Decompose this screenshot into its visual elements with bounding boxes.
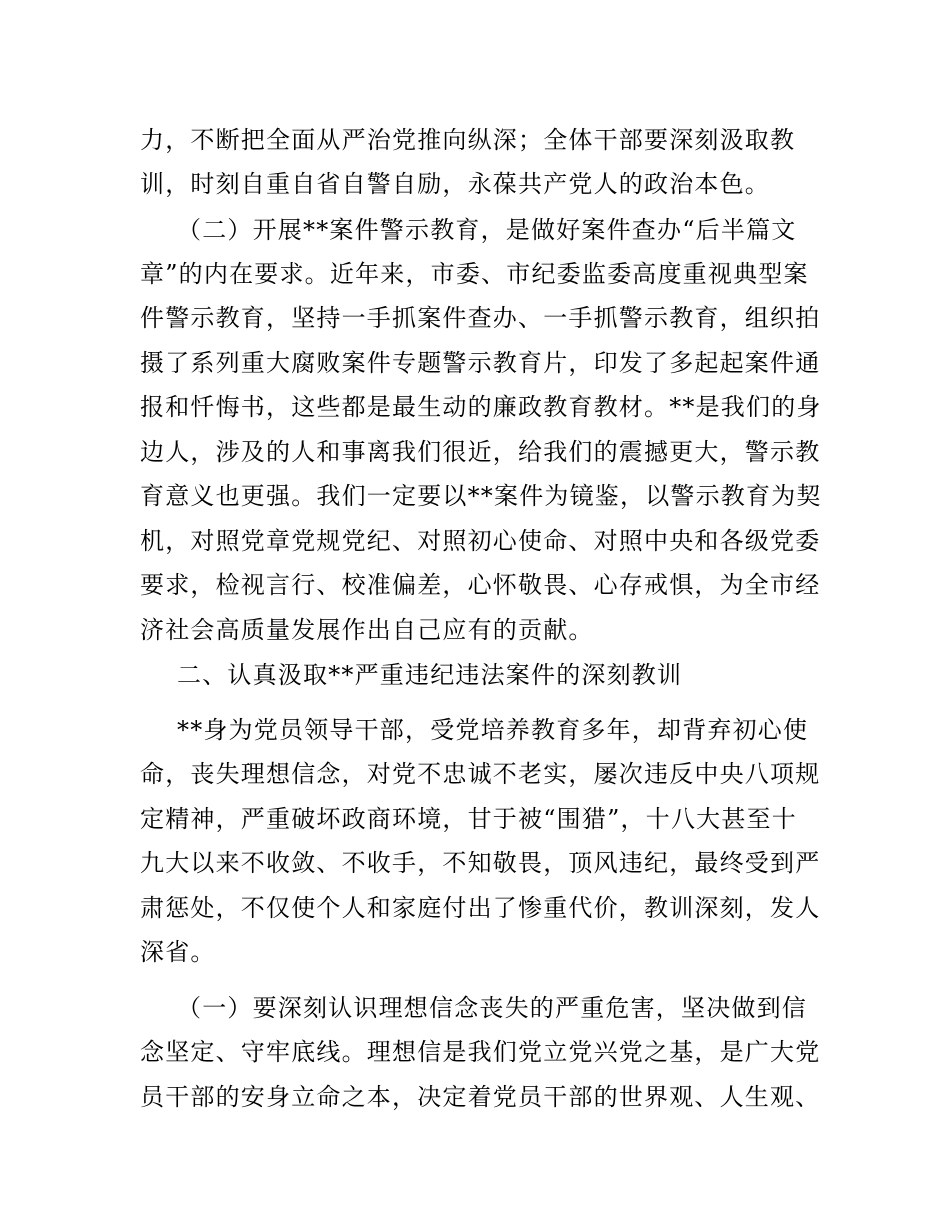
text-line: 育意义也更强。我们一定要以**案件为镜鉴，以警示教育为契 (140, 482, 822, 510)
text-line: 要求，检视言行、校准偏差，心怀敬畏、心存戒惧，为全市经 (140, 571, 821, 599)
text-line: 深省。 (140, 938, 216, 966)
text-line: 济社会高质量发展作出自己应有的贡献。 (140, 616, 594, 644)
section-heading-2: 二、认真汲取**严重违纪违法案件的深刻教训 (177, 661, 683, 689)
text-line: 摄了系列重大腐败案件专题警示教育片，印发了多起起案件通 (140, 349, 821, 377)
text-line: 机，对照党章党规党纪、对照初心使命、对照中央和各级党委 (140, 527, 821, 555)
text-line: 九大以来不收敛、不收手，不知敬畏，顶风违纪，最终受到严 (140, 849, 821, 877)
text-line: 边人，涉及的人和事离我们很近，给我们的震撼更大，警示教 (140, 438, 821, 466)
text-line: **身为党员领导干部，受党培养教育多年，却背弃初心使 (177, 716, 809, 744)
text-line: 肃惩处，不仅使个人和家庭付出了惨重代价，教训深刻，发人 (140, 894, 821, 922)
text-line: 命，丧失理想信念，对党不忠诚不老实，屡次违反中央八项规 (140, 760, 821, 788)
text-line: 章”的内在要求。近年来，市委、市纪委监委高度重视典型案 (140, 260, 809, 288)
text-line: 定精神，严重破坏政商环境，甘于被“围猎”，十八大甚至十 (140, 805, 797, 833)
paragraph-heading-2: （二）开展**案件警示教育，是做好案件查办“后半篇文 (177, 216, 797, 244)
text-line: 念坚定、守牢底线。理想信是我们党立党兴党之基，是广大党 (140, 1038, 821, 1066)
text-line: 力，不断把全面从严治党推向纵深；全体干部要深刻汲取教 (140, 126, 796, 154)
text-line: 件警示教育，坚持一手抓案件查办、一手抓警示教育，组织拍 (140, 304, 821, 332)
text-line: 员干部的安身立命之本，决定着党员干部的世界观、人生观、 (140, 1083, 821, 1111)
text-line: 训，时刻自重自省自警自励，永葆共产党人的政治本色。 (140, 170, 770, 198)
paragraph-heading-1: （一）要深刻认识理想信念丧失的严重危害，坚决做到信 (177, 994, 807, 1022)
text-line: 报和忏悔书，这些都是最生动的廉政教育教材。**是我们的身 (140, 393, 822, 421)
